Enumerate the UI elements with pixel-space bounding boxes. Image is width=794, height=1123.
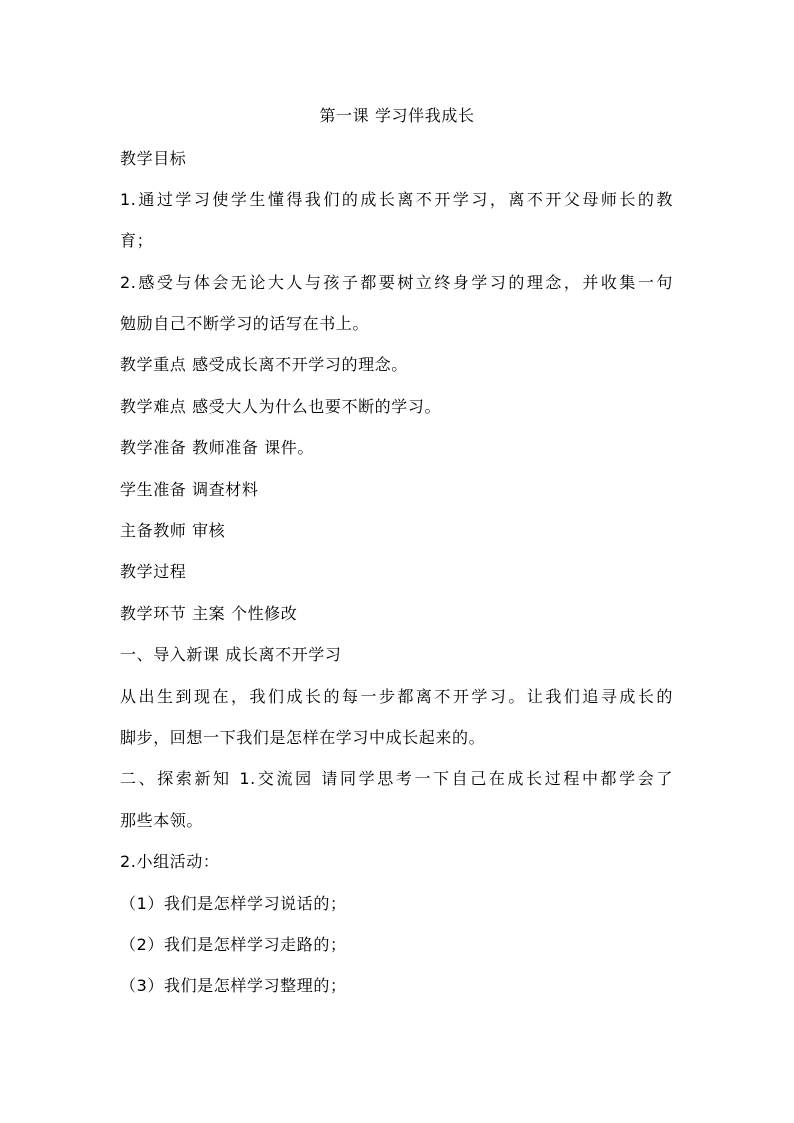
objective-2-line-2: 勉励自己不断学习的话写在书上。	[120, 314, 370, 333]
objective-1-line-1: 1.通过学习使学生懂得我们的成长离不开学习，离不开父母师长的教	[120, 190, 673, 209]
activity-item-3: （3）我们是怎样学习整理的；	[120, 976, 347, 995]
process-columns: 教学环节 主案 个性修改	[120, 604, 298, 623]
objective-1-line-2: 育；	[120, 231, 154, 250]
group-activity-heading: 2.小组活动：	[120, 852, 220, 871]
activity-item-1: （1）我们是怎样学习说话的；	[120, 894, 347, 913]
step-2-heading-line-2: 那些本领。	[120, 811, 204, 830]
teaching-key-point: 教学重点 感受成长离不开学习的理念。	[120, 355, 408, 374]
activity-item-2: （2）我们是怎样学习走路的；	[120, 935, 347, 954]
step-1-text-line-1: 从出生到现在，我们成长的每一步都离不开学习。让我们追寻成长的	[120, 687, 673, 706]
teaching-difficulty: 教学难点 感受大人为什么也要不断的学习。	[120, 397, 442, 416]
objective-2-line-1: 2.感受与体会无论大人与孩子都要树立终身学习的理念，并收集一句	[120, 273, 673, 292]
step-2-heading-line-1: 二、探索新知 1.交流园 请同学思考一下自己在成长过程中都学会了	[120, 769, 673, 788]
lesson-title: 第一课 学习伴我成长	[319, 106, 475, 125]
section-heading-process: 教学过程	[120, 562, 187, 581]
student-preparation: 学生准备 调查材料	[120, 480, 259, 499]
step-1-heading: 一、导入新课 成长离不开学习	[120, 645, 342, 664]
teaching-preparation: 教学准备 教师准备 课件。	[120, 438, 314, 457]
lead-teacher-review: 主备教师 审核	[120, 521, 226, 540]
section-heading-objectives: 教学目标	[120, 149, 187, 168]
step-1-text-line-2: 脚步，回想一下我们是怎样在学习中成长起来的。	[120, 728, 486, 747]
